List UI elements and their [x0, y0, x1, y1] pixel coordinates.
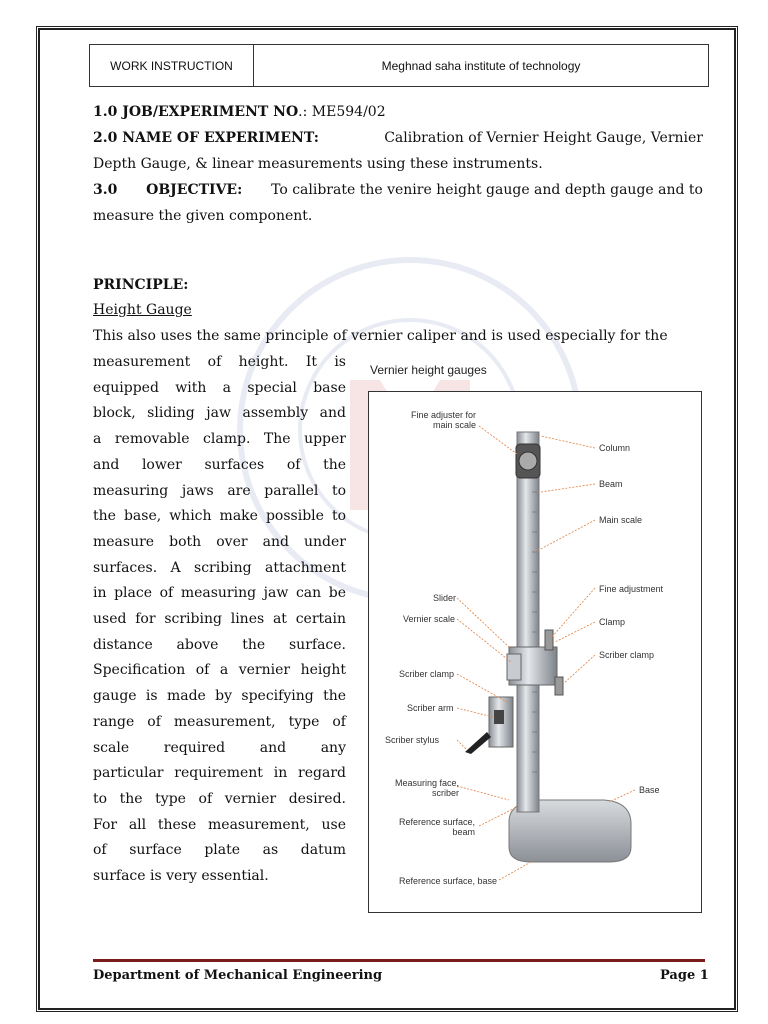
label-reference-surface-base: Reference surface, base — [399, 876, 498, 886]
principle-line: measurement of height. It is — [93, 354, 346, 370]
label-scriber-clamp-right: Scriber clamp — [599, 650, 655, 660]
principle-line: scale required and any — [93, 739, 346, 756]
principle-line: block, sliding jaw assembly and — [93, 405, 346, 422]
header-institute-name: Meghnad saha institute of technology — [381, 58, 581, 73]
label-beam: Beam — [599, 479, 623, 489]
label-vernier-scale: Vernier scale — [403, 614, 456, 624]
header-table — [89, 44, 709, 87]
section-objective-number: 3.0 — [93, 182, 118, 198]
section-experiment-name-line2: Depth Gauge, & linear measurements using these instruments. — [93, 156, 543, 172]
section-experiment-name-text: Calibration of Vernier Height Gauge, Vernier — [384, 130, 703, 146]
principle-intro: This also uses the same principle of vernier caliper and is used especially for the — [93, 328, 668, 344]
principle-line: the base, which make possible to — [93, 508, 346, 525]
principle-line: used for scribing lines at certain — [93, 611, 346, 627]
principle-line: in place of measuring jaw can be — [93, 585, 346, 602]
footer-department: Department of Mechanical Engineering — [93, 968, 383, 983]
label-fine-adjustment: Fine adjustment — [599, 584, 664, 594]
principle-line: Specification of a vernier height — [93, 662, 346, 679]
height-gauge-subheading: Height Gauge — [93, 302, 192, 318]
figure-title: Vernier height gauges — [370, 363, 487, 377]
principle-line: surface is very essential. — [93, 868, 269, 884]
principle-line: and lower surfaces of the — [93, 456, 346, 473]
principle-line: a removable clamp. The upper — [93, 431, 346, 448]
label-fine-adjuster: Fine adjuster for main scale — [411, 410, 477, 430]
label-slider: Slider — [433, 593, 457, 603]
label-main-scale: Main scale — [599, 515, 643, 525]
header-work-instruction: WORK INSTRUCTION — [90, 45, 254, 86]
principle-line: equipped with a special base — [93, 379, 346, 396]
footer-page-number: Page 1 — [660, 968, 709, 983]
principle-line: For all these measurement, use — [93, 816, 346, 833]
label-measuring-face: Measuring face, scriber — [395, 778, 460, 798]
label-clamp: Clamp — [599, 617, 626, 627]
label-scriber-stylus: Scriber stylus — [385, 735, 440, 745]
label-column: Column — [599, 443, 631, 453]
section-job-number-value: .: ME594/02 — [298, 104, 386, 120]
section-objective-line2: measure the given component. — [93, 208, 313, 224]
section-experiment-name-label: 2.0 NAME OF EXPERIMENT: — [93, 130, 319, 146]
principle-line: of surface plate as datum — [93, 842, 346, 859]
section-objective-text: To calibrate the venire height gauge and depth gauge and to — [271, 182, 703, 198]
principle-line: to the type of vernier desired. — [93, 790, 346, 807]
principle-heading: PRINCIPLE: — [93, 277, 189, 293]
principle-line: measure both over and under — [93, 533, 346, 550]
principle-line: measuring jaws are parallel to — [93, 482, 346, 499]
section-job-number-label: 1.0 JOB/EXPERIMENT NO — [93, 104, 299, 120]
principle-line: range of measurement, type of — [93, 713, 346, 730]
label-scriber-clamp-left: Scriber clamp — [399, 669, 455, 679]
principle-line: surfaces. A scribing attachment — [93, 559, 346, 576]
principle-line: distance above the surface. — [93, 636, 346, 653]
principle-line: particular requirement in regard — [93, 765, 346, 782]
principle-line: gauge is made by specifying the — [93, 688, 346, 705]
label-scriber-arm: Scriber arm — [407, 703, 454, 713]
section-objective-label: OBJECTIVE: — [146, 182, 243, 198]
height-gauge-figure — [368, 391, 702, 913]
section-objective-line1 — [93, 182, 703, 198]
label-base: Base — [639, 785, 660, 795]
label-reference-surface-beam: Reference surface, beam — [399, 817, 476, 837]
footer-rule — [93, 959, 705, 962]
section-experiment-name-line1 — [93, 130, 703, 146]
section-job-number — [93, 104, 386, 120]
